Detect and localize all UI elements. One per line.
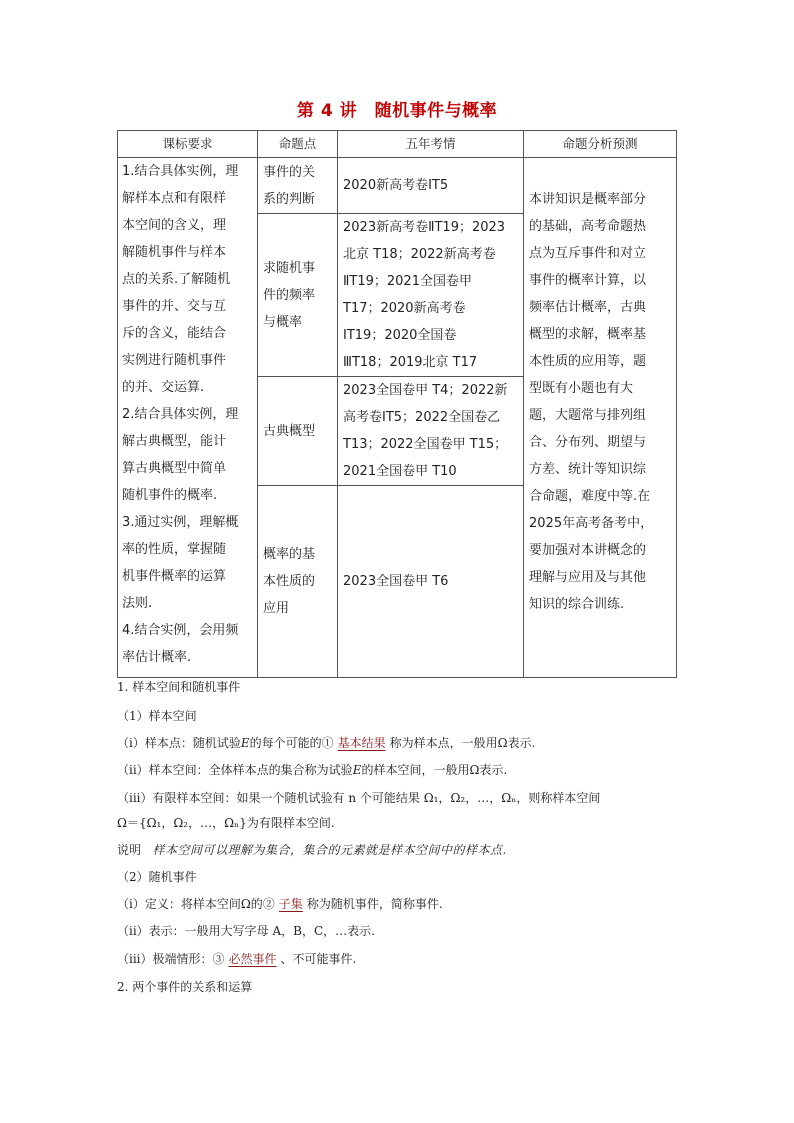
note-label: 说明 xyxy=(117,843,142,857)
exams-cell: 2023新高考卷ⅡT19；2023 北京 T18；2022新高考卷 ⅡT19；2021全国卷甲 T17；2020新高考卷 ⅠT19；2020全国卷 ⅢT18；2019北京 T17 xyxy=(338,214,524,377)
topic-cell: 事件的关 系的判断 xyxy=(258,158,338,214)
exams-cell: 2023全国卷甲 T6 xyxy=(338,486,524,678)
subsection-heading: （1）样本空间 xyxy=(117,709,197,723)
table-header-row xyxy=(118,131,677,158)
header-requirements: 课标要求 xyxy=(118,131,258,158)
page-title: 第 4 讲 随机事件与概率 xyxy=(296,101,498,121)
note xyxy=(117,841,507,858)
topic-cell: 古典概型 xyxy=(258,377,338,486)
header-analysis: 命题分析预测 xyxy=(524,131,677,158)
definition-finite-space: （iii）有限样本空间：如果一个随机试验有 n 个可能结果 Ω₁，Ω₂，…，Ωₙ，则称样本空间 xyxy=(117,791,601,805)
definition-event: （i）定义：将样本空间Ω的② 子集 称为随机事件，简称事件. xyxy=(117,897,443,911)
topic-cell: 概率的基 本性质的 应用 xyxy=(258,486,338,678)
table-row xyxy=(118,158,677,214)
topic-cell: 求随机事 件的频率 与概率 xyxy=(258,214,338,377)
section-heading: 2. 两个事件的关系和运算 xyxy=(117,980,253,994)
answer-blank: 基本结果 xyxy=(337,736,386,750)
exams-cell: 2023全国卷甲 T4；2022新 高考卷ⅠT5；2022全国卷乙 T13；2022全国卷甲 T15； 2021全国卷甲 T10 xyxy=(338,377,524,486)
definition-sample-space: （ii）样本空间：全体样本点的集合称为试验E的样本空间，一般用Ω表示. xyxy=(117,763,508,777)
curriculum-table xyxy=(117,130,677,678)
exams-cell: 2020新高考卷ⅠT5 xyxy=(338,158,524,214)
section-heading: 1. 样本空间和随机事件 xyxy=(117,680,241,694)
answer-blank: 必然事件 xyxy=(228,952,277,966)
analysis-cell: 本讲知识是概率部分 的基础，高考命题热 点为互斥事件和对立 事件的概率计算，以 频率估计概率，古典 概型的求解，概率基 本性质的应用等，题 型既有小题也有大 题，大题常与排列组 合、分布列、期望与 方差、统计等知识综 合命题，难度中等.在 2025年高考备考中， 要加强对本讲概念的 理解与应用及与其他 知识的综合训练. xyxy=(524,158,677,678)
header-exams: 五年考情 xyxy=(338,131,524,158)
header-topic: 命题点 xyxy=(258,131,338,158)
answer-blank: 子集 xyxy=(278,897,303,911)
extreme-cases: （iii）极端情形：③ 必然事件 、不可能事件. xyxy=(117,952,357,966)
requirements-cell: 1.结合具体实例，理 解样本点和有限样 本空间的含义，理 解随机事件与样本 点的关系.了解随机 事件的并、交与互 斥的含义，能结合 实例进行随机事件 的并、交运算. 2.结合具体实例，理 解古典概型，能计 算古典概型中简单 随机事件的概率. 3.通过实例，理解概 率的性质，掌握随 机事件概率的运算 法则. 4.结合实例，会用频 率估计概率. xyxy=(118,158,258,678)
subsection-heading: （2）随机事件 xyxy=(117,870,197,884)
definition-sample-point: （i）样本点：随机试验E的每个可能的① 基本结果 称为样本点，一般用Ω表示. xyxy=(117,736,536,750)
event-notation: （ii）表示：一般用大写字母 A，B，C，…表示. xyxy=(117,924,375,938)
note-text: 样本空间可以理解为集合，集合的元素就是样本空间中的样本点. xyxy=(152,843,507,857)
definition-finite-space-cont: Ω＝{Ω₁，Ω₂，…，Ωₙ}为有限样本空间. xyxy=(117,816,335,830)
